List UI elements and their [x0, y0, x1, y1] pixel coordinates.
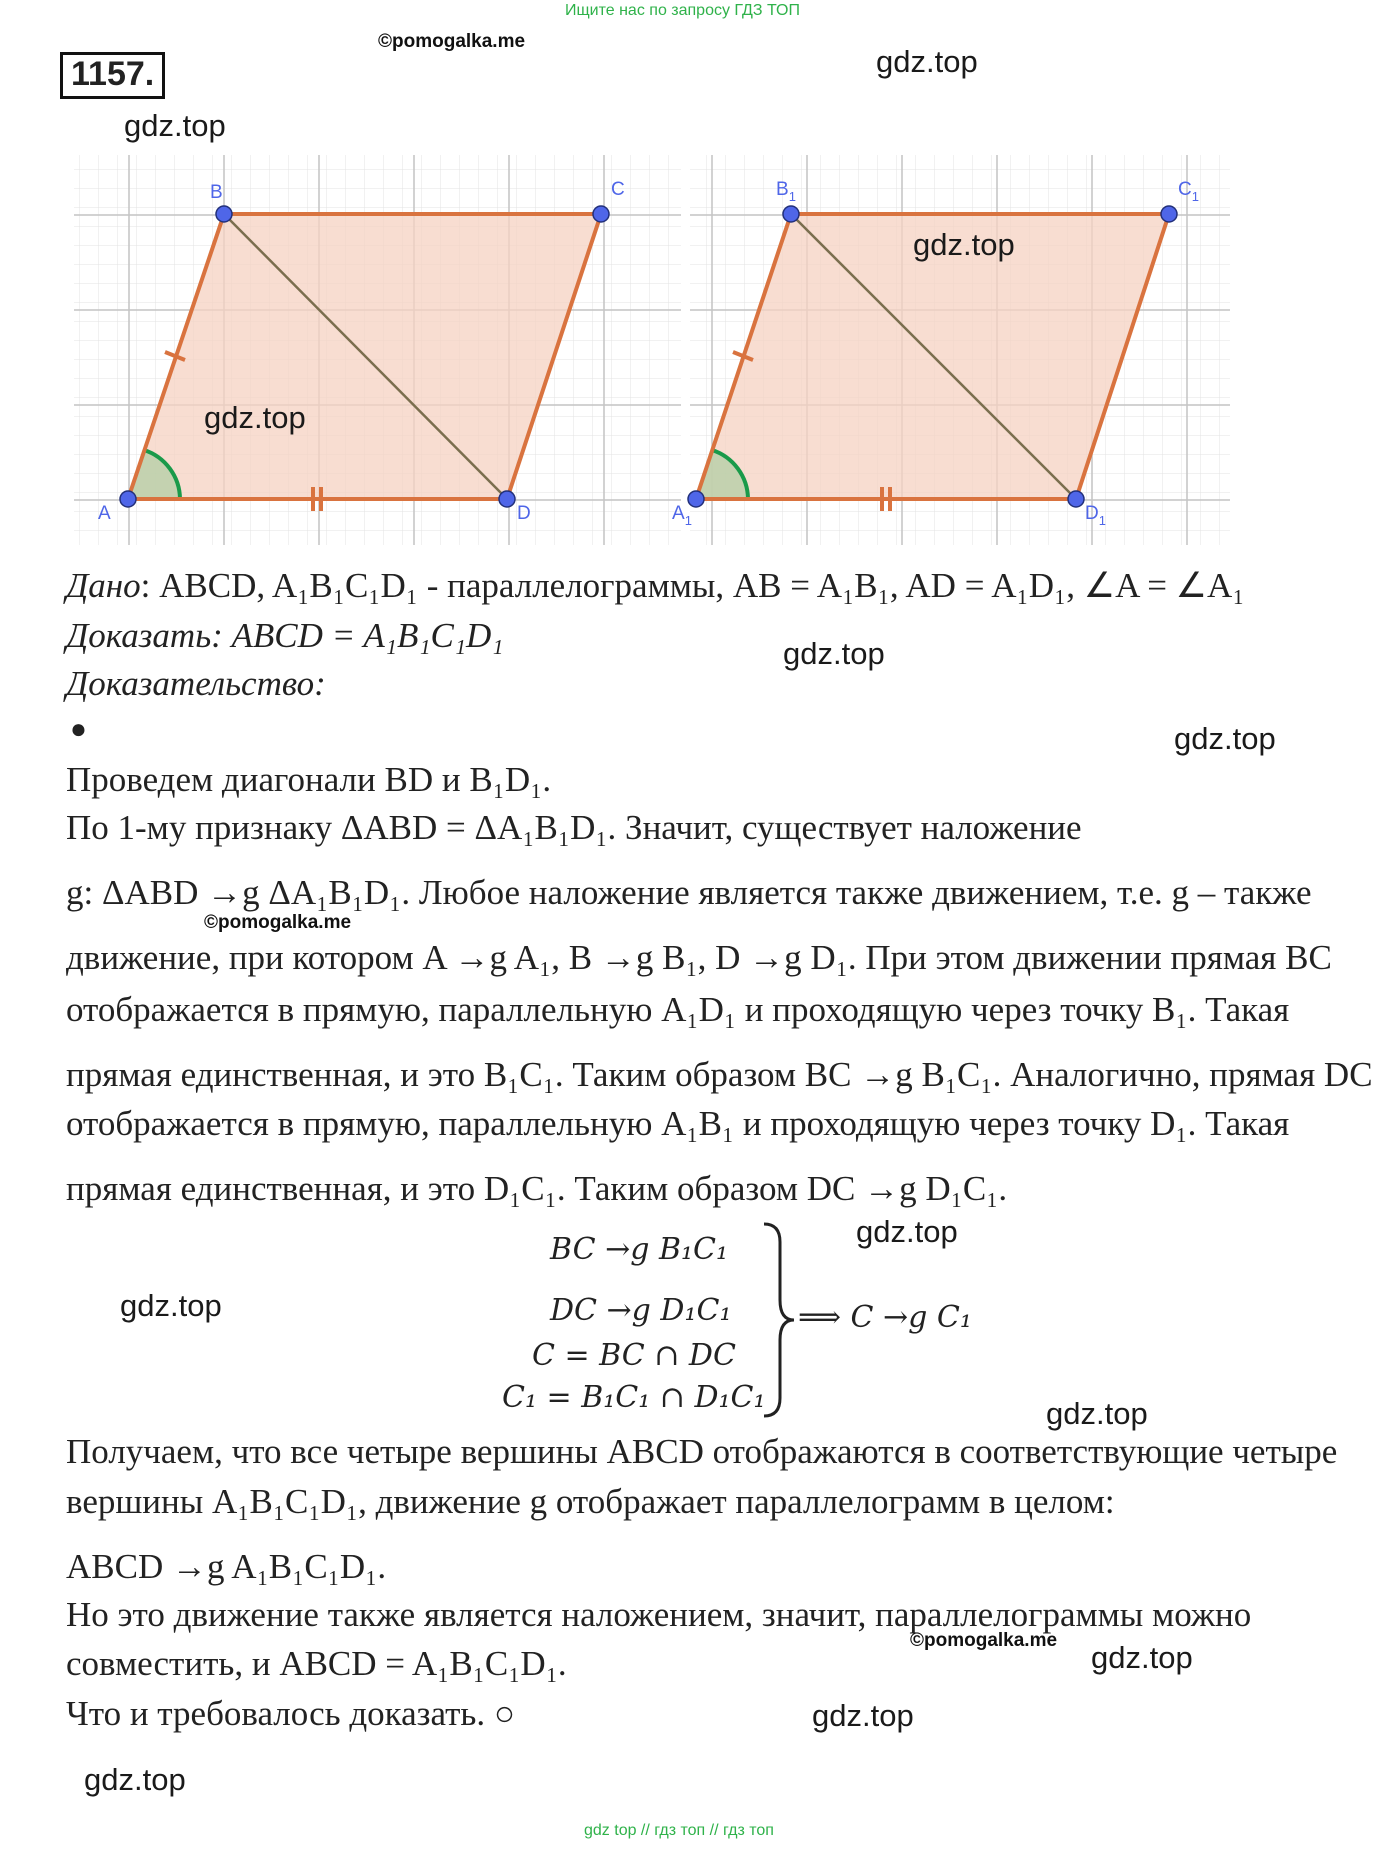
- pomogalka-watermark: ©pomogalka.me: [204, 912, 352, 933]
- proof-line-1: Проведем диагонали BD и B₁D₁.: [66, 760, 552, 799]
- given-text: ABCD, A₁B₁C₁D₁ - параллелограммы, AB = A₁B₁, AD = A₁D₁, ∠A = ∠A₁: [159, 566, 1245, 605]
- label-a: A: [98, 503, 111, 524]
- right-panel: [672, 155, 1230, 545]
- label-b1: $B_1$: [776, 179, 796, 204]
- proof-label: Доказательство:: [66, 664, 326, 703]
- proof-line-13: совместить, и ABCD = A₁B₁C₁D₁.: [66, 1644, 567, 1683]
- point-a1: [688, 491, 704, 507]
- point-a: [120, 491, 136, 507]
- gdz-watermark: gdz.top: [124, 108, 226, 143]
- system-line-2: DC →g D₁C₁: [550, 1293, 732, 1328]
- proof-line-3: g: ΔABD →g ΔA₁B₁D₁. Любое наложение является также движением, т.е. g – также: [66, 873, 1312, 912]
- gdz-watermark: gdz.top: [913, 227, 1015, 262]
- prove-label: Доказать:: [66, 616, 223, 655]
- prove-line: [66, 618, 503, 653]
- prove-text: ABCD = A₁B₁C₁D₁: [231, 616, 504, 655]
- point-b1: [783, 206, 799, 222]
- label-a1: $A_1$: [672, 503, 692, 528]
- pomogalka-watermark: ©pomogalka.me: [378, 31, 526, 52]
- system-line-3: C = BC ∩ DC: [532, 1338, 736, 1373]
- point-d: [499, 491, 515, 507]
- gdz-watermark: gdz.top: [204, 400, 306, 435]
- system-result: ⟹ C →g C₁: [798, 1300, 972, 1335]
- proof-line-11: ABCD →g A₁B₁C₁D₁.: [66, 1547, 387, 1586]
- proof-line-10: вершины A₁B₁C₁D₁, движение g отображает параллелограмм в целом:: [66, 1482, 1115, 1521]
- proof-line-7: отображается в прямую, параллельную A₁B₁ и проходящую через точку D₁. Такая: [66, 1104, 1290, 1143]
- label-d1: $D_1$: [1085, 503, 1106, 528]
- given-label: Дано: [66, 566, 141, 605]
- proof-line-9: Получаем, что все четыре вершины ABCD отображаются в соответствующие четыре: [66, 1432, 1338, 1471]
- task-number: 1157.: [60, 52, 165, 99]
- system-line-1: BC →g B₁C₁: [550, 1232, 729, 1267]
- gdz-watermark: gdz.top: [120, 1288, 222, 1323]
- given-line: Дано: ABCD, A₁B₁C₁D₁ - параллелограммы, AB = A₁B₁, AD = A₁D₁, ∠A = ∠A₁: [66, 566, 1245, 605]
- gdz-watermark: gdz.top: [783, 636, 885, 671]
- label-d: D: [517, 503, 531, 524]
- label-c1: $C_1$: [1178, 179, 1199, 204]
- proof-line-12: Но это движение также является наложением, значит, параллелограммы можно: [66, 1595, 1252, 1634]
- search-hint: Ищите нас по запросу ГДЗ ТОП: [565, 2, 800, 19]
- point-b: [216, 206, 232, 222]
- point-c1: [1161, 206, 1177, 222]
- bullet: ●: [70, 714, 87, 745]
- point-d1: [1068, 491, 1084, 507]
- system-line-4: C₁ = B₁C₁ ∩ D₁C₁: [502, 1380, 766, 1415]
- left-panel: [74, 155, 681, 545]
- proof-line-2: По 1-му признаку ΔABD = ΔA₁B₁D₁. Значит, существует наложение: [66, 808, 1082, 847]
- gdz-watermark: gdz.top: [876, 44, 978, 79]
- label-b: B: [210, 182, 223, 203]
- proof-line-14: Что и требовалось доказать. ○: [66, 1694, 516, 1733]
- footer-links[interactable]: gdz top // гдз топ // гдз топ: [584, 1822, 774, 1839]
- gdz-watermark: gdz.top: [1091, 1640, 1193, 1675]
- parallelogram-figure: [60, 150, 1230, 550]
- gdz-watermark: gdz.top: [84, 1762, 186, 1797]
- proof-line-8: прямая единственная, и это D₁C₁. Таким образом DC →g D₁C₁.: [66, 1169, 1008, 1208]
- gdz-watermark: gdz.top: [856, 1214, 958, 1249]
- right-brace: [758, 1222, 798, 1418]
- gdz-watermark: gdz.top: [812, 1698, 914, 1733]
- proof-line-4: движение, при котором A →g A₁, B →g B₁, D →g D₁. При этом движении прямая BC: [66, 938, 1332, 977]
- gdz-watermark: gdz.top: [1046, 1396, 1148, 1431]
- point-c: [593, 206, 609, 222]
- proof-line-6: прямая единственная, и это B₁C₁. Таким образом BC →g B₁C₁. Аналогично, прямая DC: [66, 1055, 1373, 1094]
- gdz-watermark: gdz.top: [1174, 721, 1276, 756]
- label-c: C: [611, 179, 625, 200]
- pomogalka-watermark: ©pomogalka.me: [910, 1630, 1058, 1651]
- proof-line-5: отображается в прямую, параллельную A₁D₁ и проходящую через точку B₁. Такая: [66, 990, 1290, 1029]
